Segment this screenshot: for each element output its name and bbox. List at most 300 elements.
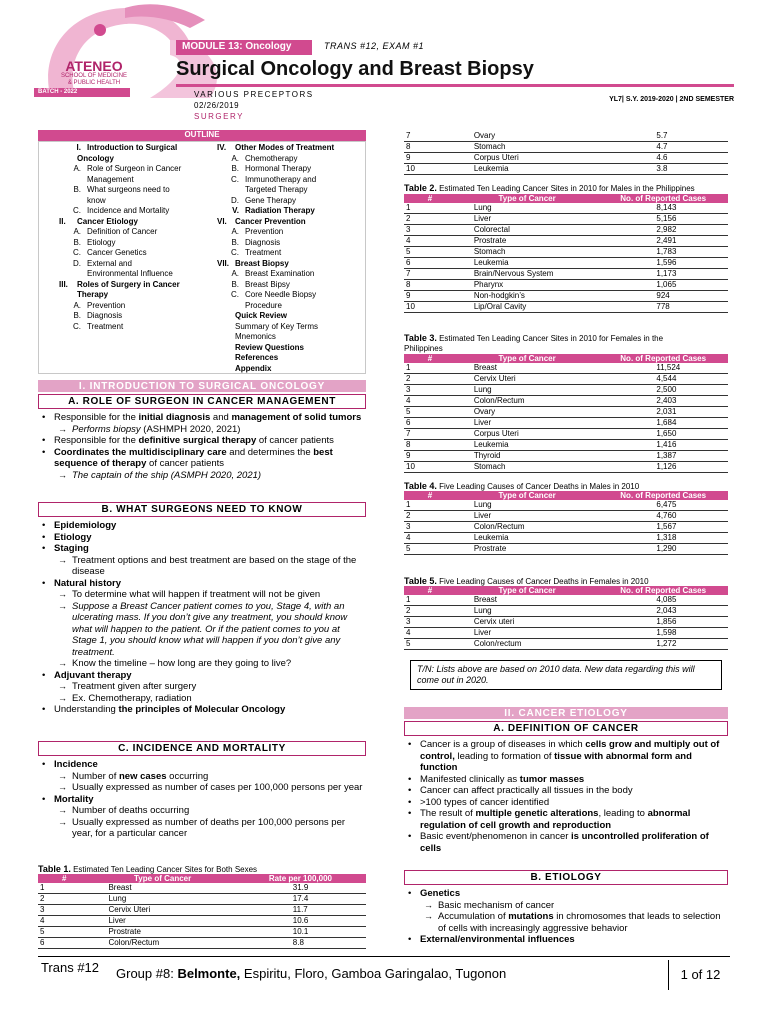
table-cell: Lung (456, 203, 599, 214)
table-cell: 8 (404, 440, 456, 451)
table-cell: 778 (598, 302, 728, 313)
table-cell: 8 (404, 280, 456, 291)
outline-item: Oncology (77, 153, 114, 163)
table-row (404, 225, 728, 236)
table-header-cell: No. of Reported Cases (598, 194, 728, 203)
outline-item: I. Introduction to Surgical (76, 143, 178, 152)
table-row (404, 396, 728, 407)
table-header-cell: # (404, 491, 456, 500)
outline-item: IV. Other Modes of Treatment (217, 143, 335, 152)
table-cell: Corpus Uteri (456, 429, 599, 440)
table-cell: Non-hodgkin’s (456, 291, 599, 302)
section-intro (38, 380, 366, 481)
outline-item: A. Role of Surgeon in Cancer (73, 164, 182, 173)
outline-item: B. Diagnosis (231, 237, 281, 247)
table-3 (404, 333, 728, 473)
table-cell: 31.9 (235, 883, 366, 894)
outline-item: A. Prevention (231, 227, 284, 236)
table-cell: Stomach (456, 142, 599, 153)
section-header: I. INTRODUCTION TO SURGICAL ONCOLOGY (38, 380, 366, 394)
table-cell: 1,598 (598, 628, 728, 639)
table-cell: 10.1 (235, 927, 366, 938)
outline-item: D. Gene Therapy (231, 195, 296, 205)
table-cell: 5 (404, 544, 456, 555)
table-cell: 3 (38, 905, 90, 916)
outline-item: C. Core Needle Biopsy (231, 290, 317, 299)
table-cell: 8 (404, 142, 456, 153)
table-cell: 1 (404, 363, 456, 374)
table-cell: 1 (38, 883, 90, 894)
bullet-item: • Adjuvant therapy (38, 670, 366, 682)
outline-item: A. Breast Examination (231, 269, 315, 278)
table-cell: 7 (404, 269, 456, 280)
outline-item: B. Etiology (73, 237, 116, 247)
outline-item: C. Immunotherapy and (231, 174, 317, 184)
table-cell: Liver (456, 214, 599, 225)
outline-item: D. External and (73, 258, 132, 268)
table-row (404, 203, 728, 214)
table-header-cell: No. of Reported Cases (598, 586, 728, 595)
table-cell: 4.6 (598, 153, 728, 164)
outline-item: Summary of Key Terms (235, 321, 318, 331)
table-cell: 6 (38, 938, 90, 949)
bullet-item: • Cancer is a group of diseases in which cells grow and multiply out of control, leading to formation of tissue with abnormal form and function (404, 739, 728, 774)
table-row (404, 418, 728, 429)
bullet-item: • Coordinates the multidisciplinary care and determines the best sequence of therapy of cancer patients (38, 447, 366, 470)
section-header: II. CANCER ETIOLOGY (404, 707, 728, 721)
department: SURGERY (194, 112, 244, 121)
table-cell: 2,031 (598, 407, 728, 418)
bullet-item: • Responsible for the initial diagnosis and management of solid tumors (38, 412, 366, 424)
page-title: Surgical Oncology and Breast Biopsy (176, 58, 534, 80)
table-header-cell: Rate per 100,000 (235, 874, 366, 883)
arrow-item: → Know the timeline – how long are they going to live? (38, 658, 366, 670)
table-header-cell: Type of Cancer (456, 194, 599, 203)
etiology-list (404, 888, 728, 946)
table-cell: 1,126 (598, 462, 728, 473)
bullet-item: • Staging (38, 543, 366, 555)
arrow-item: → Accumulation of mutations in chromosomes that leads to selection of cells with increasingly aggressive behavior (404, 911, 728, 934)
table-header-cell: # (404, 586, 456, 595)
outline-item: Mnemonics (235, 332, 276, 341)
table-cell: Cervix uteri (456, 617, 599, 628)
table-row (38, 883, 366, 894)
bullet-item: • Epidemiology (38, 520, 366, 532)
table-cell: 4 (404, 396, 456, 407)
batch-badge: BATCH - 2022 (34, 88, 130, 97)
table-row (404, 440, 728, 451)
table-caption: Table 4. Five Leading Causes of Cancer Deaths in Males in 2010 (404, 481, 640, 491)
table-cell: 5 (404, 639, 456, 650)
outline-box (38, 141, 366, 374)
know-list (38, 520, 366, 716)
outline-left (59, 143, 217, 332)
table-row (404, 247, 728, 258)
table-cell: Lung (456, 500, 599, 511)
preceptors: VARIOUS PRECEPTORS (194, 90, 314, 99)
table-cell: 9 (404, 451, 456, 462)
incidence-list (38, 759, 366, 840)
table-row (404, 280, 728, 291)
subsection-header: A. DEFINITION OF CANCER (404, 721, 728, 736)
bullet-item: • The result of multiple genetic alterations, leading to abnormal regulation of cell growth and reproduction (404, 808, 728, 831)
table-row (404, 628, 728, 639)
table-row (404, 462, 728, 473)
table-cell: 4 (38, 916, 90, 927)
table-cell: 1,783 (598, 247, 728, 258)
arrow-item: → Usually expressed as number of deaths per 100,000 persons per year, for a particular cancer (38, 817, 366, 840)
table-cell: 2,982 (598, 225, 728, 236)
table-cell: 11,524 (598, 363, 728, 374)
table-cell: 1 (404, 595, 456, 606)
table-row (38, 905, 366, 916)
table-row (404, 153, 728, 164)
table-cell: 4 (404, 236, 456, 247)
table-header-cell: Type of Cancer (456, 586, 599, 595)
table-cell: Breast (90, 883, 234, 894)
table-cell: 1,416 (598, 440, 728, 451)
table-row (404, 522, 728, 533)
section-incidence (38, 741, 366, 840)
subsection-header: A. ROLE OF SURGEON IN CANCER MANAGEMENT (38, 394, 366, 409)
table-row (404, 429, 728, 440)
table-cell: Leukemia (456, 258, 599, 269)
translator-note: T/N: Lists above are based on 2010 data. New data regarding this will come out in 2020. (410, 660, 722, 690)
table-header-cell: Type of Cancer (456, 491, 599, 500)
table-cell: 3 (404, 522, 456, 533)
arrow-item: → Usually expressed as number of cases per 100,000 persons per year (38, 782, 366, 794)
table-cell: Leukemia (456, 164, 599, 175)
table-cell: 1,650 (598, 429, 728, 440)
table-cell: Prostrate (456, 544, 599, 555)
table-cell: 2 (404, 511, 456, 522)
footer-group: Group #8: Belmonte, Espiritu, Floro, Gamboa Garingalao, Tugonon (116, 966, 507, 981)
table-header-cell: Type of Cancer (456, 354, 599, 363)
header-meta (194, 89, 314, 122)
outline-item: References (235, 353, 279, 362)
table-cell: Breast (456, 363, 599, 374)
table-header-cell: No. of Reported Cases (598, 491, 728, 500)
table-cell: Lip/Oral Cavity (456, 302, 599, 313)
logo-school: SCHOOL OF MEDICINE & PUBLIC HEALTH (60, 73, 128, 86)
table-cell: Prostrate (90, 927, 234, 938)
table-cell: 11.7 (235, 905, 366, 916)
table-cell: 4 (404, 533, 456, 544)
title-rule (176, 84, 734, 87)
table-cell: 4 (404, 628, 456, 639)
outline-item: V. Radiation Therapy (232, 206, 315, 215)
table (404, 131, 728, 175)
table-cell: Colon/Rectum (90, 938, 234, 949)
table-1-continued (404, 131, 728, 175)
table-caption: Table 1. Estimated Ten Leading Cancer Sites for Both Sexes (38, 864, 258, 874)
table-caption: Table 3. Estimated Ten Leading Cancer Sites in 2010 for Females in the Philippines (404, 333, 664, 353)
bullet-item: • Mortality (38, 794, 366, 806)
table-4 (404, 481, 728, 555)
outline-item: A. Definition of Cancer (73, 227, 158, 236)
table (404, 354, 728, 473)
outline-item: B. Hormonal Therapy (231, 164, 312, 173)
table-cell: 10.6 (235, 916, 366, 927)
table-row (38, 916, 366, 927)
table-cell: 1,318 (598, 533, 728, 544)
table-cell: 2 (404, 374, 456, 385)
table-cell: Brain/Nervous System (456, 269, 599, 280)
table-cell: 7 (404, 429, 456, 440)
table-cell: 9 (404, 153, 456, 164)
table-cell: 4,760 (598, 511, 728, 522)
table-cell: 5.7 (598, 131, 728, 142)
table-1 (38, 864, 366, 949)
arrow-item: → Ex. Chemotherapy, radiation (38, 693, 366, 705)
table-cell: Prostrate (456, 236, 599, 247)
table-cell: 1,173 (598, 269, 728, 280)
bullet-item: • External/environmental influences (404, 934, 728, 946)
table-row (404, 164, 728, 175)
table-cell: 9 (404, 291, 456, 302)
table-cell: Ovary (456, 131, 599, 142)
table-cell: 6 (404, 418, 456, 429)
table-cell: 3 (404, 225, 456, 236)
table-cell: 1,065 (598, 280, 728, 291)
table-row (404, 617, 728, 628)
outline-item: Quick Review (235, 311, 288, 320)
table-cell: 2,043 (598, 606, 728, 617)
outline-item: C. Incidence and Mortality (73, 206, 170, 215)
bullet-item: • Etiology (38, 532, 366, 544)
arrow-item: → Performs biopsy (ASHMPH 2020, 2021) (38, 424, 366, 436)
table-cell: Breast (456, 595, 599, 606)
bullet-item: • Understanding the principles of Molecular Oncology (38, 704, 366, 716)
table-row (404, 639, 728, 650)
table-caption: Table 2. Estimated Ten Leading Cancer Sites in 2010 for Males in the Philippines (404, 183, 695, 193)
table-row (404, 544, 728, 555)
table-cell: Corpus Uteri (456, 153, 599, 164)
bullet-item: • Cancer can affect practically all tissues in the body (404, 785, 728, 797)
table-cell: 2,403 (598, 396, 728, 407)
table-cell: 4,085 (598, 595, 728, 606)
table (38, 874, 366, 949)
outline-header: OUTLINE (38, 130, 366, 141)
table-cell: Stomach (456, 247, 599, 258)
table-cell: Pharynx (456, 280, 599, 291)
trans-tag: TRANS #12, EXAM #1 (324, 41, 425, 51)
bullet-item: • Incidence (38, 759, 366, 771)
section-what-to-know (38, 502, 366, 716)
table-cell: 1 (404, 500, 456, 511)
table-row (404, 374, 728, 385)
arrow-item: → Number of new cases occurring (38, 771, 366, 783)
outline-right (217, 143, 365, 374)
subsection-header: B. ETIOLOGY (404, 870, 728, 885)
bullet-item: • Basic event/phenomenon in cancer is uncontrolled proliferation of cells (404, 831, 728, 854)
table-row (404, 451, 728, 462)
footer-trans: Trans #12 (40, 960, 100, 975)
outline-item: VI. Cancer Prevention (217, 216, 306, 226)
table-cell: 5 (38, 927, 90, 938)
table-cell: Leukemia (456, 440, 599, 451)
table-cell: Colon/Rectum (456, 396, 599, 407)
table-2 (404, 183, 728, 313)
subsection-header: C. INCIDENCE AND MORTALITY (38, 741, 366, 756)
table-row (404, 302, 728, 313)
table-cell: 6,475 (598, 500, 728, 511)
module-label: MODULE 13: Oncology (176, 40, 312, 55)
table-cell: 5,156 (598, 214, 728, 225)
table-cell: 4.7 (598, 142, 728, 153)
table-row (404, 511, 728, 522)
table-row (38, 938, 366, 949)
table-row (404, 407, 728, 418)
table-row (404, 142, 728, 153)
outline-item: B. What surgeons need to (73, 185, 170, 194)
section-etiology (404, 707, 728, 854)
table-cell: 1,567 (598, 522, 728, 533)
table-caption: Table 5. Five Leading Causes of Cancer Deaths in Females in 2010 (404, 576, 649, 586)
table-cell: Thyroid (456, 451, 599, 462)
table (404, 491, 728, 555)
outline-item: Therapy (77, 290, 109, 299)
outline-item: C. Treatment (73, 321, 124, 331)
outline-item: C. Cancer Genetics (73, 248, 147, 257)
table-row (38, 894, 366, 905)
table-header-cell: # (404, 354, 456, 363)
table-cell: 1,856 (598, 617, 728, 628)
table-row (404, 258, 728, 269)
outline-item: Appendix (235, 363, 272, 373)
lecture-date: 02/26/2019 (194, 101, 240, 110)
table-cell: 1,272 (598, 639, 728, 650)
table-cell: Colorectal (456, 225, 599, 236)
table-cell: Liver (90, 916, 234, 927)
table-row (404, 363, 728, 374)
table-cell: 10 (404, 164, 456, 175)
table-5 (404, 576, 728, 650)
table-cell: Liver (456, 628, 599, 639)
table-cell: 10 (404, 462, 456, 473)
table-cell: 10 (404, 302, 456, 313)
table-cell: 3 (404, 617, 456, 628)
arrow-item: → The captain of the ship (ASMPH 2020, 2021) (38, 470, 366, 482)
arrow-item: → Suppose a Breast Cancer patient comes to you, Stage 4, with an ulcerating mass. If you don’t give any treatment, you should know what will happen to the patient. Or if the patient comes to you at Stage 1, you should know what will happen if you don’t give any treatment. (38, 601, 366, 659)
table-row (404, 236, 728, 247)
outline-item: C. Treatment (231, 248, 282, 257)
table-cell: 2 (38, 894, 90, 905)
table-cell: Colon/Rectum (456, 522, 599, 533)
footer-rule (38, 956, 730, 957)
section-etiology-b (404, 870, 728, 946)
table-cell: 5 (404, 247, 456, 258)
arrow-item: → To determine what will happen if treatment will not be given (38, 589, 366, 601)
arrow-item: → Number of deaths occurring (38, 805, 366, 817)
outline-item: A. Prevention (73, 300, 126, 310)
table-cell: Ovary (456, 407, 599, 418)
table-cell: 2 (404, 214, 456, 225)
arrow-item: → Treatment given after surgery (38, 681, 366, 693)
table-cell: 1,684 (598, 418, 728, 429)
outline-item: Targeted Therapy (245, 185, 308, 194)
table-cell: 3.8 (598, 164, 728, 175)
outline-item: B. Breast Bipsy (231, 279, 290, 289)
table-cell: Liver (456, 511, 599, 522)
arrow-item: → Basic mechanism of cancer (404, 900, 728, 912)
role-list (38, 412, 366, 481)
table-cell: 1,387 (598, 451, 728, 462)
subsection-header: B. WHAT SURGEONS NEED TO KNOW (38, 502, 366, 517)
outline-item: II. Cancer Etiology (59, 216, 138, 226)
table-cell: 2,491 (598, 236, 728, 247)
outline-item: VII. Breast Biopsy (217, 258, 289, 268)
table-cell: 2 (404, 606, 456, 617)
table-cell: Lung (456, 606, 599, 617)
table (404, 586, 728, 650)
table-cell: 7 (404, 131, 456, 142)
table-cell: 3 (404, 385, 456, 396)
table-cell: 1 (404, 203, 456, 214)
table-row (404, 533, 728, 544)
outline-item: A. Chemotherapy (231, 153, 298, 163)
table-cell: 1,290 (598, 544, 728, 555)
table-row (404, 385, 728, 396)
table-row (404, 269, 728, 280)
table-header-cell: # (38, 874, 90, 883)
table-cell: 17.4 (235, 894, 366, 905)
outline-item: B. Diagnosis (73, 311, 123, 320)
definition-list (404, 739, 728, 854)
table-header-cell: Type of Cancer (90, 874, 234, 883)
outline-item: Procedure (245, 300, 282, 310)
table-header-cell: No. of Reported Cases (598, 354, 728, 363)
table (404, 194, 728, 313)
table-row (404, 214, 728, 225)
table-header-cell: # (404, 194, 456, 203)
outline-item: know (87, 195, 106, 205)
table-row (404, 606, 728, 617)
table-cell: 5 (404, 407, 456, 418)
table-row (404, 291, 728, 302)
table-cell: 8.8 (235, 938, 366, 949)
page-number: 1 of 12 (668, 960, 732, 990)
outline-item: III. Roles of Surgery in Cancer (59, 279, 180, 289)
table-cell: Liver (456, 418, 599, 429)
arrow-item: → Treatment options and best treatment are based on the stage of the disease (38, 555, 366, 578)
bullet-item: • Natural history (38, 578, 366, 590)
table-cell: 924 (598, 291, 728, 302)
outline-item: Environmental Influence (87, 269, 173, 278)
bullet-item: • Genetics (404, 888, 728, 900)
table-row (404, 131, 728, 142)
bullet-item: • >100 types of cancer identified (404, 797, 728, 809)
table-cell: 1,596 (598, 258, 728, 269)
bullet-item: • Manifested clinically as tumor masses (404, 774, 728, 786)
table-cell: 8,143 (598, 203, 728, 214)
table-cell: Lung (456, 385, 599, 396)
table-cell: Lung (90, 894, 234, 905)
year-info: YL7| S.Y. 2019-2020 | 2ND SEMESTER (609, 96, 734, 103)
outline-item: Review Questions (235, 342, 304, 352)
table-cell: Stomach (456, 462, 599, 473)
table-cell: Colon/rectum (456, 639, 599, 650)
logo-ateneo: ATENEO (65, 58, 123, 74)
table-cell: Cervix Uteri (456, 374, 599, 385)
table-cell: Leukemia (456, 533, 599, 544)
table-cell: Cervix Uteri (90, 905, 234, 916)
table-cell: 6 (404, 258, 456, 269)
table-cell: 2,500 (598, 385, 728, 396)
table-row (404, 500, 728, 511)
bullet-item: • Responsible for the definitive surgical therapy of cancer patients (38, 435, 366, 447)
table-row (38, 927, 366, 938)
